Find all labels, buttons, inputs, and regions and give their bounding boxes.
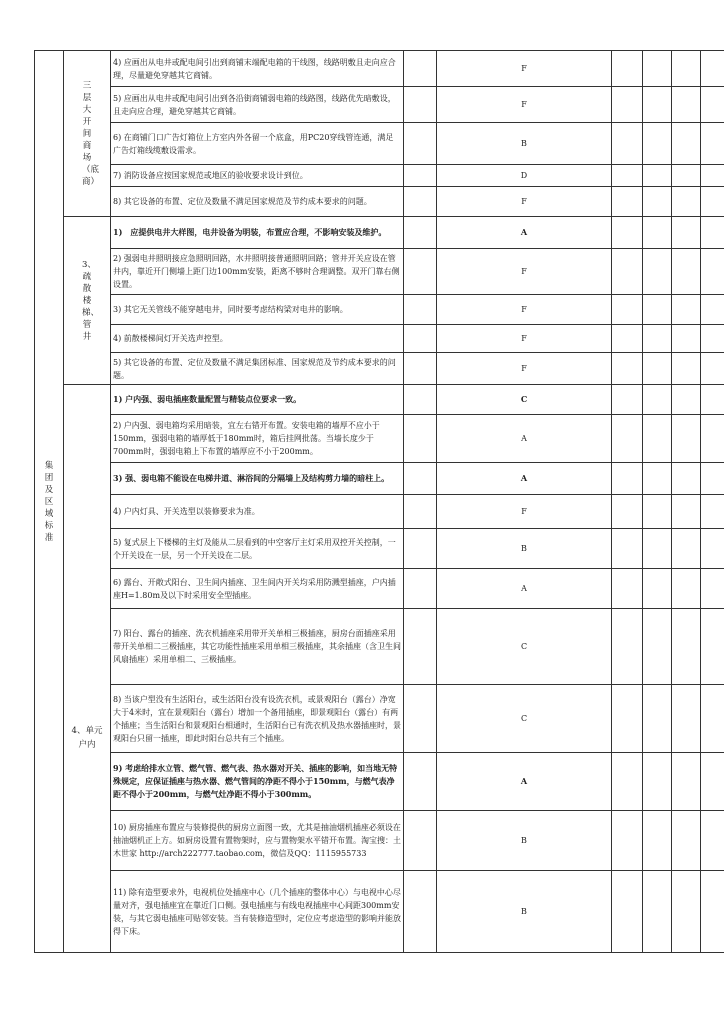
- grade-cell: F: [437, 51, 612, 87]
- item-text: 10) 厨房插座布置应与装修提供的厨房立面图一致，尤其是抽油烟机插座必须设在抽油烟机正上方。如厨房设置有置物架时，应与置物架水平错开布置。淘宝搜：土木世家 http://arch222777.taobao.com，微信及QQ：1115955733: [111, 811, 404, 871]
- table-row: [35, 811, 724, 871]
- grade-cell: F: [437, 249, 612, 295]
- item-text: 4) 户内灯具、开关选型以装修要求为准。: [111, 495, 404, 529]
- table-row: [35, 353, 724, 385]
- grade-cell: A: [437, 217, 612, 249]
- item-text: 6) 在商铺门口广告灯箱位上方室内外各留一个底盒，用PC20穿线管连通，满足广告灯箱线缆敷设需求。: [111, 123, 404, 165]
- grade-cell: F: [437, 495, 612, 529]
- item-text: 6) 露台、开敞式阳台、卫生间内插座、卫生间内开关均采用防溅型插座，户内插座H=1.80m及以下时采用安全型插座。: [111, 569, 404, 609]
- table-row: [35, 569, 724, 609]
- section-label: 3、疏散楼梯、管井: [82, 259, 100, 342]
- table-row: [35, 217, 724, 249]
- item-text: 7) 阳台、露台的插座、洗衣机插座采用带开关单相三极插座，厨房台面插座采用带开关单相二三极插座，其它功能性插座采用单相三极插座，其余插座（含卫生间风扇插座）采用单相二、三极插座。: [111, 609, 404, 685]
- grade-cell: B: [437, 529, 612, 569]
- table-row: [35, 165, 724, 187]
- grade-cell: A: [437, 753, 612, 811]
- table-row: [35, 295, 724, 325]
- section-label: 三层大开间商场（底商）: [82, 80, 100, 187]
- table-row: [35, 325, 724, 353]
- grade-cell: F: [437, 295, 612, 325]
- grade-cell: D: [437, 165, 612, 187]
- grade-cell: F: [437, 187, 612, 217]
- section-label: 4、单元户内: [71, 726, 103, 750]
- table-row: [35, 463, 724, 495]
- grade-cell: C: [437, 385, 612, 415]
- table-row: [35, 249, 724, 295]
- item-text: 11) 除有造型要求外，电视机位处插座中心（几个插座的整体中心）与电视中心尽量对齐，强电插座宜在靠近门口侧。强电插座与有线电视插座中心间距300mm安装，与其它弱电插座可贴邻安装。当有装修造型时，定位应考虑造型的影响并能放得下床。: [111, 871, 404, 953]
- item-text: 9) 考虑给排水立管、燃气管、燃气表、热水器对开关、插座的影响，如当地无特殊规定，应保证插座与热水器、燃气管间的净距不得小于150mm，与燃气表净距不得小于200mm，与燃气灶净距不得小于300mm。: [111, 753, 404, 811]
- grade-cell: C: [437, 685, 612, 753]
- item-text: 5) 应画出从电井或配电间引出到各沿街商铺弱电箱的线路图，线路优先暗敷设，且走向应合理，避免穿越其它商铺。: [111, 87, 404, 123]
- item-text: 2) 户内强、弱电箱均采用暗装，宜左右错开布置。安装电箱的墙厚不应小于150mm，强弱电箱的墙厚低于180mm时，箱后挂网批荡。当墙长度少于700mm时，强弱电箱上下布置的墙厚应不小于200mm。: [111, 415, 404, 463]
- grade-cell: F: [437, 325, 612, 353]
- item-text: 5) 其它设备的布置、定位及数量不满足集团标准、国家规范及节约成本要求的问题。: [111, 353, 404, 385]
- grade-cell: A: [437, 463, 612, 495]
- item-text: 4) 应画出从电井或配电间引出到商铺末端配电箱的干线图，线路明敷且走向应合理，尽量避免穿越其它商铺。: [111, 51, 404, 87]
- item-text: 3) 其它无关管线不能穿越电井，同时要考虑结构梁对电井的影响。: [111, 295, 404, 325]
- grade-cell: B: [437, 123, 612, 165]
- table-row: [35, 609, 724, 685]
- item-text: 4) 前散楼梯间灯开关选声控型。: [111, 325, 404, 353]
- item-text: 2) 强弱电井照明接应急照明回路，水井照明接普通照明回路；管井开关应设在管井内，靠近开门侧墙上距门边100mm安装，距离不够时合理调整。双开门靠右侧设置。: [111, 249, 404, 295]
- table-row: [35, 685, 724, 753]
- table-row: [35, 123, 724, 165]
- item-text: 1) 户内强、弱电插座数量配置与精装点位要求一致。: [111, 385, 404, 415]
- table-row: [35, 871, 724, 953]
- table-row: [35, 495, 724, 529]
- grade-cell: A: [437, 415, 612, 463]
- item-text: 5) 复式层上下楼梯的主灯及能从二层看到的中空客厅主灯采用双控开关控制，一个开关设在一层，另一个开关设在二层。: [111, 529, 404, 569]
- table-row: [35, 385, 724, 415]
- item-text: 3) 强、弱电箱不能设在电梯井道、淋浴间的分隔墙上及结构剪力墙的暗柱上。: [111, 463, 404, 495]
- grade-cell: B: [437, 811, 612, 871]
- grade-cell: C: [437, 609, 612, 685]
- item-text: 8) 当该户型没有生活阳台，或生活阳台没有设洗衣机，或景观阳台（露台）净宽大于4米时，宜在景观阳台（露台）增加一个备用插座，即景观阳台（露台）有两个插座；当生活阳台和景观阳台相通时，生活阳台已有洗衣机及热水器插座时，景观阳台只留一插座，即此时阳台总共有三个插座。: [111, 685, 404, 753]
- table-row: [35, 753, 724, 811]
- grade-cell: B: [437, 871, 612, 953]
- table-row: [35, 529, 724, 569]
- item-text: 1) 应提供电井大样图，电井设备为明装，布置应合理，不影响安装及维护。: [111, 217, 404, 249]
- grade-cell: A: [437, 569, 612, 609]
- table-row: [35, 187, 724, 217]
- section-cell: [64, 385, 111, 953]
- grade-cell: F: [437, 87, 612, 123]
- item-text: 8) 其它设备的布置、定位及数量不满足国家规范及节约成本要求的问题。: [111, 187, 404, 217]
- section-cell: [64, 217, 111, 385]
- table-row: [35, 87, 724, 123]
- category-label: 集团及区域标准: [44, 460, 54, 543]
- table-row: [35, 51, 724, 87]
- grade-cell: F: [437, 353, 612, 385]
- section-cell: [64, 51, 111, 217]
- category-cell: [35, 51, 64, 953]
- item-text: 7) 消防设备应按国家规范或地区的验收要求设计到位。: [111, 165, 404, 187]
- checklist-table: [34, 50, 724, 953]
- table-row: [35, 415, 724, 463]
